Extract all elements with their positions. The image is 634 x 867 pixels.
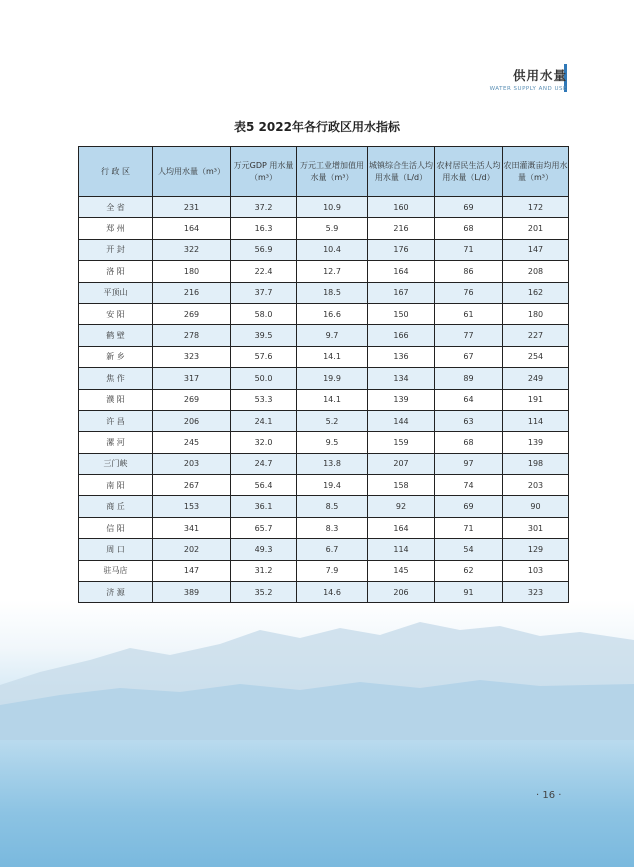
value-cell: 216 [368,218,435,239]
value-cell: 269 [153,389,231,410]
region-cell: 济 源 [79,582,153,603]
value-cell: 92 [368,496,435,517]
value-cell: 147 [503,239,569,260]
region-cell: 郑 州 [79,218,153,239]
section-subtitle: WATER SUPPLY AND USE [489,86,567,92]
region-cell: 商 丘 [79,496,153,517]
value-cell: 301 [503,517,569,538]
value-cell: 227 [503,325,569,346]
value-cell: 202 [153,539,231,560]
region-cell: 许 昌 [79,410,153,431]
value-cell: 65.7 [231,517,297,538]
column-header: 城镇综合生活人均用水量（L/d） [368,147,435,197]
table-row [79,582,569,603]
table-row [79,496,569,517]
value-cell: 166 [368,325,435,346]
column-header: 农田灌溉亩均用水量（m³） [503,147,569,197]
table-row [79,218,569,239]
value-cell: 180 [153,261,231,282]
value-cell: 322 [153,239,231,260]
column-header: 行 政 区 [79,147,153,197]
region-cell: 鹤 壁 [79,325,153,346]
value-cell: 31.2 [231,560,297,581]
value-cell: 160 [368,197,435,218]
value-cell: 50.0 [231,368,297,389]
value-cell: 134 [368,368,435,389]
value-cell: 203 [503,475,569,496]
value-cell: 6.7 [297,539,368,560]
value-cell: 147 [153,560,231,581]
value-cell: 145 [368,560,435,581]
value-cell: 14.6 [297,582,368,603]
value-cell: 136 [368,346,435,367]
value-cell: 24.1 [231,410,297,431]
value-cell: 71 [435,517,503,538]
value-cell: 254 [503,346,569,367]
table-header-row [79,147,569,197]
value-cell: 249 [503,368,569,389]
value-cell: 144 [368,410,435,431]
value-cell: 97 [435,453,503,474]
value-cell: 69 [435,197,503,218]
value-cell: 164 [368,517,435,538]
value-cell: 56.9 [231,239,297,260]
region-cell: 濮 阳 [79,389,153,410]
value-cell: 61 [435,303,503,324]
value-cell: 32.0 [231,432,297,453]
value-cell: 153 [153,496,231,517]
value-cell: 164 [153,218,231,239]
value-cell: 323 [503,582,569,603]
region-cell: 焦 作 [79,368,153,389]
region-cell: 洛 阳 [79,261,153,282]
value-cell: 90 [503,496,569,517]
table-row [79,517,569,538]
value-cell: 62 [435,560,503,581]
value-cell: 14.1 [297,346,368,367]
value-cell: 389 [153,582,231,603]
value-cell: 24.7 [231,453,297,474]
region-cell: 平顶山 [79,282,153,303]
value-cell: 278 [153,325,231,346]
table-row [79,389,569,410]
value-cell: 206 [368,582,435,603]
value-cell: 191 [503,389,569,410]
value-cell: 103 [503,560,569,581]
value-cell: 201 [503,218,569,239]
value-cell: 16.6 [297,303,368,324]
value-cell: 159 [368,432,435,453]
column-header: 万元GDP 用水量（m³） [231,147,297,197]
value-cell: 64 [435,389,503,410]
region-cell: 信 阳 [79,517,153,538]
table-row [79,261,569,282]
region-cell: 新 乡 [79,346,153,367]
value-cell: 58.0 [231,303,297,324]
value-cell: 86 [435,261,503,282]
value-cell: 9.7 [297,325,368,346]
region-cell: 驻马店 [79,560,153,581]
value-cell: 176 [368,239,435,260]
value-cell: 162 [503,282,569,303]
value-cell: 7.9 [297,560,368,581]
value-cell: 16.3 [231,218,297,239]
table-row [79,560,569,581]
value-cell: 139 [503,432,569,453]
value-cell: 71 [435,239,503,260]
value-cell: 76 [435,282,503,303]
value-cell: 49.3 [231,539,297,560]
region-cell: 漯 河 [79,432,153,453]
table-row [79,453,569,474]
table-row [79,410,569,431]
value-cell: 341 [153,517,231,538]
value-cell: 53.3 [231,389,297,410]
value-cell: 68 [435,432,503,453]
value-cell: 114 [503,410,569,431]
table-row [79,368,569,389]
value-cell: 74 [435,475,503,496]
region-cell: 安 阳 [79,303,153,324]
value-cell: 67 [435,346,503,367]
value-cell: 36.1 [231,496,297,517]
mountain-silhouette [0,600,634,740]
value-cell: 207 [368,453,435,474]
value-cell: 69 [435,496,503,517]
table-row [79,539,569,560]
value-cell: 10.9 [297,197,368,218]
value-cell: 114 [368,539,435,560]
region-cell: 南 阳 [79,475,153,496]
value-cell: 267 [153,475,231,496]
value-cell: 54 [435,539,503,560]
value-cell: 37.2 [231,197,297,218]
column-header: 万元工业增加值用水量（m³） [297,147,368,197]
value-cell: 91 [435,582,503,603]
value-cell: 150 [368,303,435,324]
column-header: 农村居民生活人均用水量（L/d） [435,147,503,197]
table-row [79,432,569,453]
region-cell: 三门峡 [79,453,153,474]
value-cell: 323 [153,346,231,367]
table-title: 表5 2022年各行政区用水指标 [234,120,400,134]
value-cell: 245 [153,432,231,453]
value-cell: 231 [153,197,231,218]
value-cell: 12.7 [297,261,368,282]
value-cell: 203 [153,453,231,474]
table-row [79,303,569,324]
value-cell: 14.1 [297,389,368,410]
value-cell: 57.6 [231,346,297,367]
page-number: · 16 · [536,790,562,801]
value-cell: 10.4 [297,239,368,260]
value-cell: 18.5 [297,282,368,303]
value-cell: 180 [503,303,569,324]
value-cell: 13.8 [297,453,368,474]
section-header [490,66,567,92]
region-cell: 全 省 [79,197,153,218]
value-cell: 216 [153,282,231,303]
value-cell: 164 [368,261,435,282]
value-cell: 158 [368,475,435,496]
column-header: 人均用水量（m³） [153,147,231,197]
value-cell: 172 [503,197,569,218]
value-cell: 167 [368,282,435,303]
value-cell: 206 [153,410,231,431]
value-cell: 139 [368,389,435,410]
region-cell: 开 封 [79,239,153,260]
table-row [79,475,569,496]
table-row [79,239,569,260]
region-cell: 周 口 [79,539,153,560]
value-cell: 129 [503,539,569,560]
value-cell: 37.7 [231,282,297,303]
water-use-indicator-table [78,146,569,603]
table-row [79,346,569,367]
value-cell: 77 [435,325,503,346]
value-cell: 317 [153,368,231,389]
value-cell: 35.2 [231,582,297,603]
value-cell: 39.5 [231,325,297,346]
section-title: 供用水量 [512,68,567,83]
value-cell: 198 [503,453,569,474]
value-cell: 8.5 [297,496,368,517]
value-cell: 5.9 [297,218,368,239]
table-row [79,325,569,346]
value-cell: 19.9 [297,368,368,389]
table-row [79,282,569,303]
value-cell: 269 [153,303,231,324]
value-cell: 56.4 [231,475,297,496]
table-row [79,197,569,218]
value-cell: 68 [435,218,503,239]
value-cell: 9.5 [297,432,368,453]
value-cell: 89 [435,368,503,389]
value-cell: 5.2 [297,410,368,431]
value-cell: 22.4 [231,261,297,282]
value-cell: 208 [503,261,569,282]
value-cell: 19.4 [297,475,368,496]
value-cell: 8.3 [297,517,368,538]
value-cell: 63 [435,410,503,431]
